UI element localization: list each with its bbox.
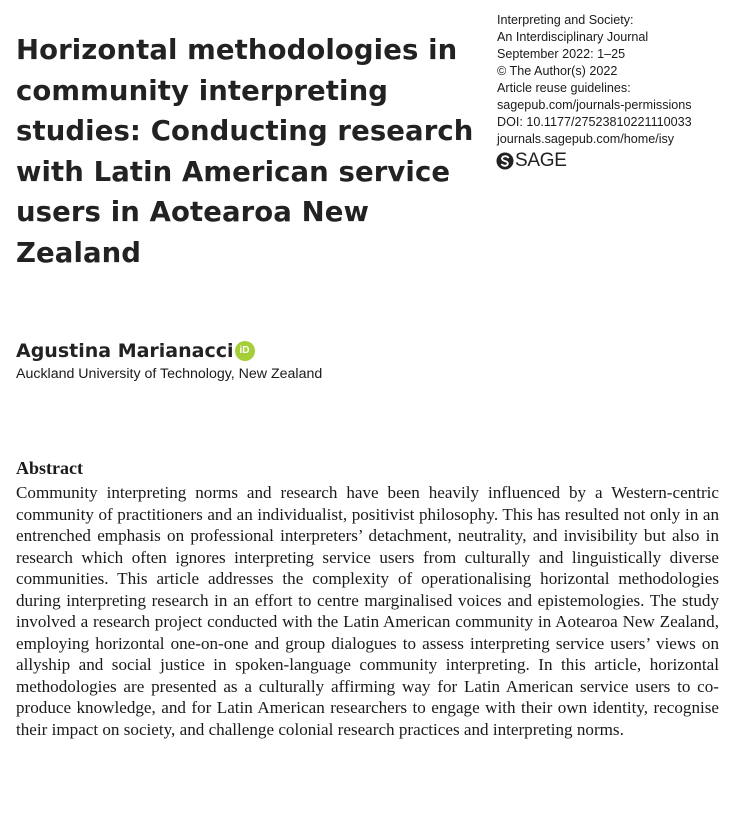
journal-subtitle: An Interdisciplinary Journal (497, 30, 649, 44)
journal-issue: September 2022: 1–25 (497, 47, 626, 61)
permissions-link[interactable]: sagepub.com/journals-permissions (497, 98, 692, 112)
sage-logo-text: SAGE (515, 150, 567, 171)
abstract-text: Community interpreting norms and research have been heavily influenced by a Western-centric community of practitioners and an individualist, positivist philosophy. This has resulted not only in an entrenched emphasis on professional interpreters’ detachment, neutrality, and invisibility but also in research which often ignores interpreting service users from culturally and linguistically diverse communities. This article addresses the complexity of operationalising horizontal methodologies during interpreting research in an effort to centre marginalised voices and epistemologies. The study involved a research project conducted with the Latin American community in Aotearoa New Zealand, employing horizontal one-on-one and group dialogues to assess interpreting service users’ views on allyship and social justice in spoken-language community interpreting. In this article, horizontal methodologies are presented as a culturally affirming way for Latin American service users to co-produce knowledge, and for Latin American researchers to engage with their own identity, recognise their impact on society, and challenge colonial research practices and interpreting norms. (16, 483, 719, 739)
author-block (16, 340, 255, 362)
orcid-icon[interactable]: iD (235, 341, 255, 361)
doi[interactable]: DOI: 10.1177/27523810221110033 (497, 115, 692, 129)
copyright: © The Author(s) 2022 (497, 64, 618, 78)
journal-name: Interpreting and Society: (497, 13, 634, 27)
sage-logo (496, 150, 567, 172)
journal-info (497, 12, 729, 148)
sage-s-icon (496, 151, 514, 171)
article-title: Horizontal methodologies in community interpreting studies: Conducting research with Latin American service users in Aotearoa New Zealand (16, 34, 474, 269)
reuse-label: Article reuse guidelines: (497, 81, 631, 95)
journal-homepage-link[interactable]: journals.sagepub.com/home/isy (497, 132, 675, 146)
author-affiliation: Auckland University of Technology, New Zealand (16, 366, 323, 382)
abstract-heading: Abstract (16, 458, 83, 478)
author-name: Agustina Marianacci (16, 340, 234, 362)
